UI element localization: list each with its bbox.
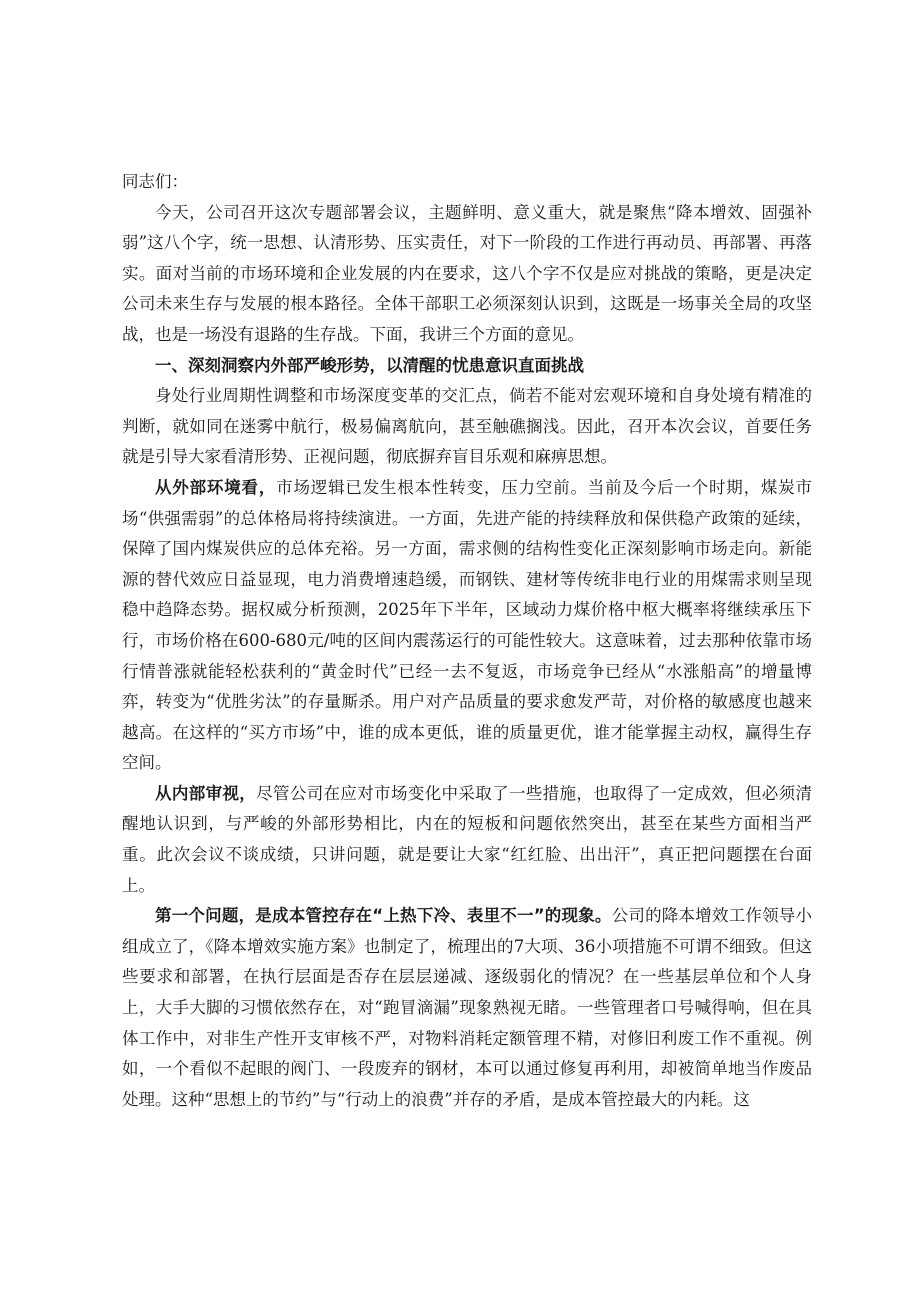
section-heading-1: 一、深刻洞察内外部严峻形势，以清醒的忧患意识直面挑战 [155,355,584,375]
paragraph-internal-lead: 从内部审视， [155,783,257,803]
paragraph-problem-1-text: 公司的降本增效工作领导小组成立了，《降本增效实施方案》也制定了，梳理出的7大项、36小项措施不可谓不细致。但这些要求和部署，在执行层面是否存在层层递减、逐级弱化的情况？在一些基层单位和个人身上，大手大脚的习惯依然存在，对“跑冒滴漏”现象熟视无睹。一些管理者口号喊得响，但在具体工作中，对非生产性开支审核不严，对物料消耗定额管理不精，对修旧利废工作不重视。例如，一个看似不起眼的阀门、一段废弃的钢材，本可以通过修复再利用，却被简单地当作废品处理。这种“思想上的节约”与“行动上的浪费”并存的矛盾，是成本管控最大的内耗。这 [122,906,812,1109]
paragraph-problem-1 [122,901,812,1115]
paragraph-external [122,473,812,779]
paragraph-intro: 今天，公司召开这次专题部署会议，主题鲜明、意义重大，就是聚焦“降本增效、固强补弱”这八个字，统一思想、认清形势、压实责任，对下一阶段的工作进行再动员、再部署、再落实。面对当前的市场环境和企业发展的内在要求，这八个字不仅是应对挑战的策略，更是决定公司未来生存与发展的根本路径。全体干部职工必须深刻认识到，这既是一场事关全局的攻坚战，也是一场没有退路的生存战。下面，我讲三个方面的意见。 [122,202,812,344]
salutation: 同志们： [122,172,188,191]
paragraph-situation: 身处行业周期性调整和市场深度变革的交汇点，倘若不能对宏观环境和自身处境有精准的判断，就如同在迷雾中航行，极易偏离航向，甚至触礁搁浅。因此，召开本次会议，首要任务就是引导大家看清形势、正视问题，彻底摒弃盲目乐观和麻痹思想。 [122,386,812,467]
paragraph-problem-1-lead: 第一个问题，是成本管控存在“上热下冷、表里不一”的现象。 [155,906,612,926]
paragraph-external-lead: 从外部环境看， [155,477,277,497]
paragraph-internal-text: 尽管公司在应对市场变化中采取了一些措施，也取得了一定成效，但必须清醒地认识到，与严峻的外部形势相比，内在的短板和问题依然突出，甚至在某些方面相当严重。此次会议不谈成绩，只讲问题，就是要让大家“红红脸、出出汗”，真正把问题摆在台面上。 [122,783,813,895]
paragraph-internal [122,779,812,901]
paragraph-external-text: 市场逻辑已发生根本性转变，压力空前。当前及今后一个时期，煤炭市场“供强需弱”的总体格局将持续演进。一方面，先进产能的持续释放和保供稳产政策的延续，保障了国内煤炭供应的总体充裕。另一方面，需求侧的结构性变化正深刻影响市场走向。新能源的替代效应日益显现，电力消费增速趋缓，而钢铁、建材等传统非电行业的用煤需求则呈现稳中趋降态势。据权威分析预测，2025年下半年，区域动力煤价格中枢大概率将继续承压下行，市场价格在600-680元/吨的区间内震荡运行的可能性较大。这意味着，过去那种依靠市场行情普涨就能轻松获利的“黄金时代”已经一去不复返，市场竞争已经从“水涨船高”的增量博弈，转变为“优胜劣汰”的存量厮杀。用户对产品质量的要求愈发严苛，对价格的敏感度也越来越高。在这样的“买方市场”中，谁的成本更低，谁的质量更优，谁才能掌握主动权，赢得生存空间。 [122,477,813,773]
document-body [122,167,812,1115]
